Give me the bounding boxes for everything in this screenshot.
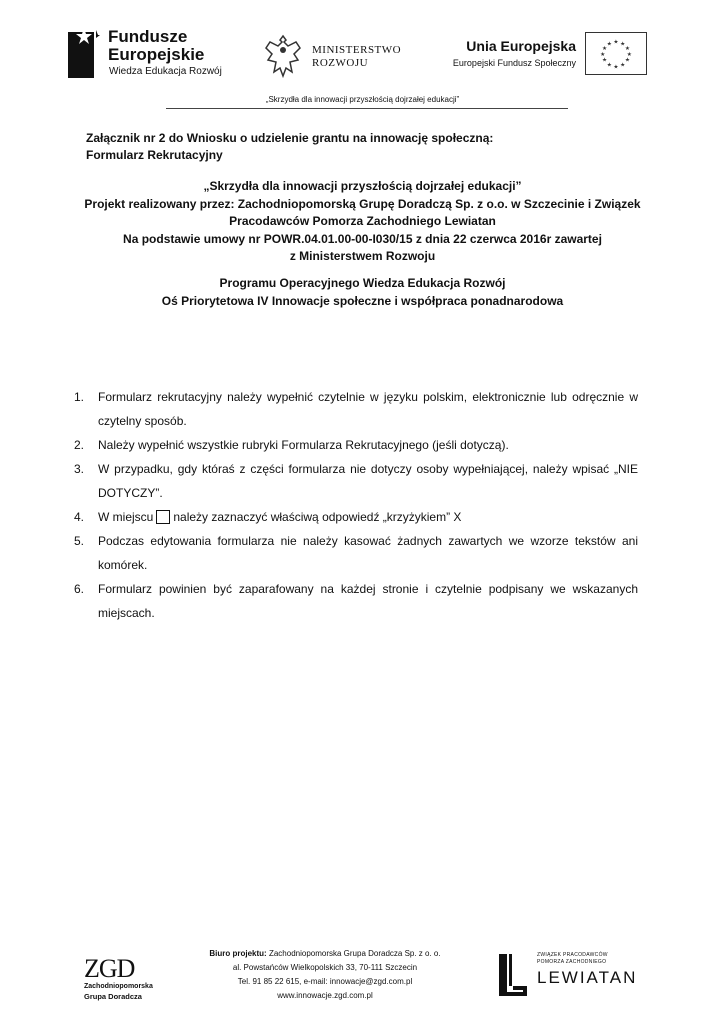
list-text: W przypadku, gdy któraś z części formularza nie dotyczy osoby wypełniającej, należy wpisać „NIE DOTYCZY”. (98, 462, 638, 500)
project-line: Pracodawców Pomorza Zachodniego Lewiatan (229, 214, 496, 228)
zgd-logo-line2: Grupa Doradcza (84, 992, 142, 1001)
ministry-logo (262, 32, 412, 82)
header-divider (166, 108, 568, 109)
office-label: Biuro projektu: (209, 949, 267, 958)
svg-text:★: ★ (606, 62, 612, 69)
list-text: Formularz powinien być zaparafowany na każdej stronie i czytelnie podpisany we wskazanych miejscach. (98, 582, 638, 620)
project-line: „Skrzydła dla innowacji przyszłością dojrzałej edukacji” (203, 179, 522, 193)
list-text: Podczas edytowania formularza nie należy kasować żadnych zawartych we wzorze tekstów ani komórek. (98, 534, 638, 572)
office-contact: Tel. 91 85 22 615, e-mail: innowacje@zgd.com.pl (237, 977, 413, 986)
lewiatan-small-line1: ZWIĄZEK PRACODAWCÓW (537, 952, 608, 958)
svg-text:★: ★ (613, 64, 619, 71)
annex-line2: Formularz Rekrutacyjny (86, 148, 223, 162)
list-number: 4. (74, 510, 85, 524)
svg-text:★: ★ (606, 41, 612, 48)
lewiatan-logo (497, 950, 637, 1000)
fe-star-mark-icon (66, 26, 100, 82)
fe-logo-line3: Wiedza Edukacja Rozwój (109, 66, 222, 77)
eu-logo-title: Unia Europejska (466, 38, 576, 54)
office-name: Zachodniopomorska Grupa Doradcza Sp. z o. o. (268, 949, 441, 958)
list-text: Należy wypełnić wszystkie rubryki Formularza Rekrutacyjnego (jeśli dotyczą). (98, 438, 509, 452)
footer-contact (190, 947, 460, 1003)
zgd-logo-mark: ZGD (84, 954, 135, 983)
svg-text:★: ★ (626, 51, 632, 58)
program-line: Programu Operacyjnego Wiedza Edukacja Rozwój (219, 276, 506, 290)
list-text: Formularz rekrutacyjny należy wypełnić czytelnie w języku polskim, elektronicznie lub odręcznie w czytelny sposób. (98, 390, 638, 428)
list-number: 1. (74, 390, 85, 404)
lewiatan-mark-icon (497, 952, 527, 996)
annex-line1: Załącznik nr 2 do Wniosku o udzielenie grantu na innowację społeczną: (86, 131, 494, 145)
list-text-before: W miejscu (98, 510, 154, 524)
zgd-logo-line1: Zachodniopomorska (84, 983, 153, 990)
svg-text:★: ★ (601, 57, 608, 64)
svg-text:★: ★ (620, 62, 626, 69)
instructions-list (74, 385, 638, 625)
eu-logo-subtitle: Europejski Fundusz Społeczny (452, 58, 576, 68)
svg-text:★: ★ (624, 46, 631, 53)
svg-text:★: ★ (624, 57, 631, 64)
list-item (74, 577, 638, 625)
svg-text:★: ★ (620, 41, 626, 48)
checkbox-sample-icon (156, 510, 170, 524)
fe-logo-line1: Fundusze (108, 27, 188, 46)
svg-text:★: ★ (601, 46, 608, 53)
list-number: 2. (74, 438, 85, 452)
project-line: Projekt realizowany przez: Zachodniopomorską Grupę Doradczą Sp. z o.o. w Szczecinie i Związek (84, 196, 641, 211)
list-item (74, 457, 638, 505)
annex-heading (86, 130, 493, 164)
header-tagline: „Skrzydła dla innowacji przyszłością dojrzałej edukacji” (265, 95, 460, 104)
list-item (74, 385, 638, 433)
fundusze-europejskie-logo (66, 26, 236, 82)
list-item (74, 433, 638, 457)
program-description (0, 275, 725, 310)
eagle-emblem-icon (262, 32, 304, 80)
ministry-line1: MINISTERSTWO (312, 44, 402, 56)
svg-text:★: ★ (600, 51, 606, 58)
eu-flag-icon (585, 32, 647, 75)
zgd-logo (84, 955, 174, 1000)
program-line: Oś Priorytetowa IV Innowacje społeczne i współpraca ponadnarodowa (161, 293, 564, 308)
list-number: 6. (74, 582, 85, 596)
lewiatan-small-line2: POMORZA ZACHODNIEGO (537, 959, 607, 965)
project-description (0, 178, 725, 266)
ministry-line2: ROZWOJU (312, 57, 369, 69)
project-line: Na podstawie umowy nr POWR.04.01.00-00-I030/15 z dnia 22 czerwca 2016r zawartej (123, 231, 602, 246)
list-item (74, 529, 638, 577)
list-number: 3. (74, 462, 85, 476)
list-number: 5. (74, 534, 85, 548)
project-line: z Ministerstwem Rozwoju (289, 249, 436, 263)
lewiatan-name: LEWIATAN (537, 968, 638, 987)
svg-text:★: ★ (613, 39, 619, 46)
fe-logo-line2: Europejskie (108, 45, 205, 64)
office-website: www.innowacje.zgd.com.pl (277, 991, 373, 1000)
list-text-after: należy zaznaczyć właściwą odpowiedź „krzyżykiem” X (173, 510, 462, 524)
list-item (74, 505, 638, 529)
office-address: al. Powstańców Wielkopolskich 33, 70-111 Szczecin (232, 963, 418, 972)
